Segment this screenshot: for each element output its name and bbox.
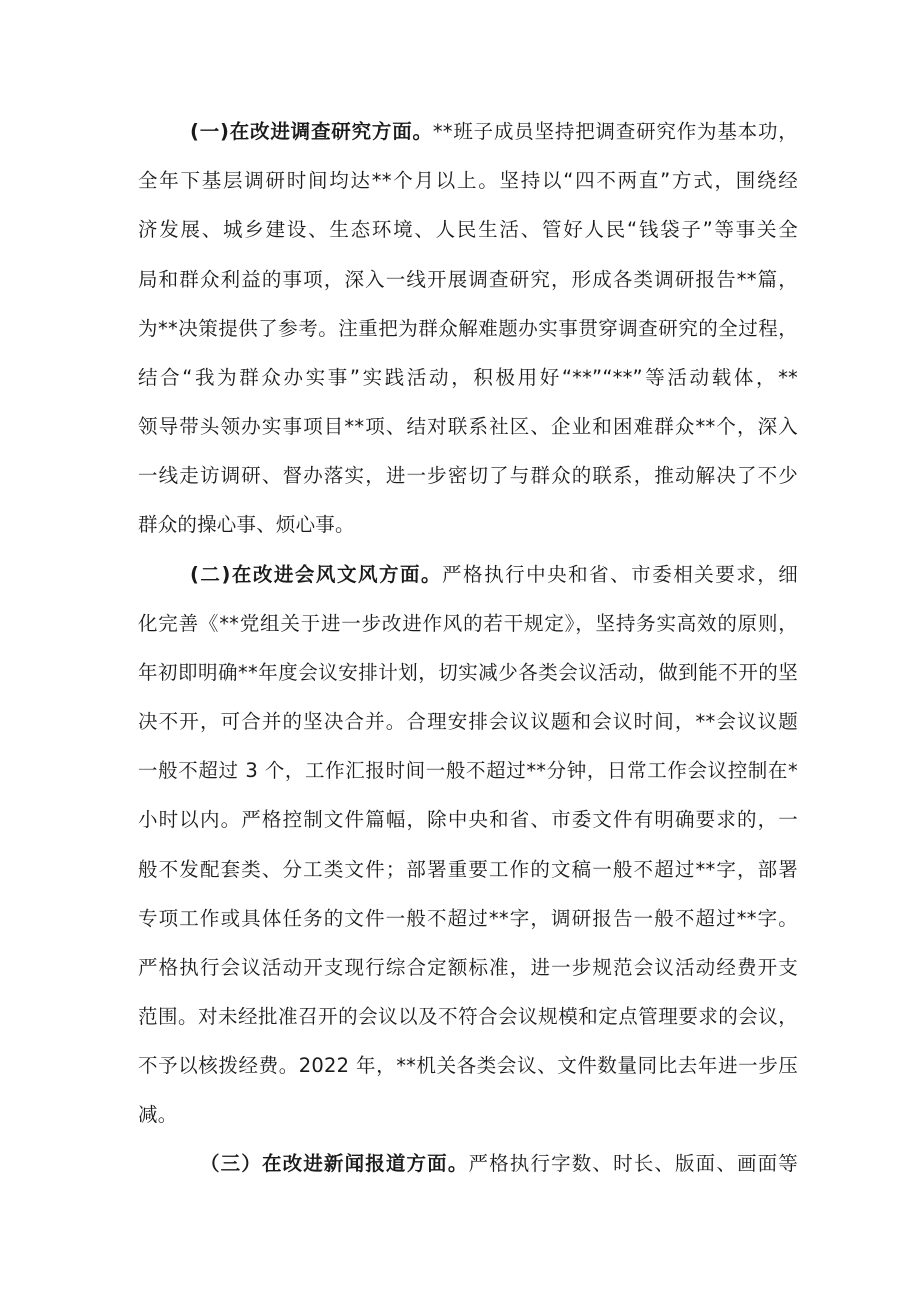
paragraph-2-line-4: 决不开，可合并的坚决合并。合理安排会议议题和会议时间，**会议议题 <box>138 710 798 733</box>
paragraph-2-line-5: 一般不超过 3 个，工作汇报时间一般不超过**分钟，日常工作会议控制在* <box>138 759 798 782</box>
paragraph-2-line-3: 年初即明确**年度会议安排计划，切实减少各类会议活动，做到能不开的坚 <box>138 661 798 684</box>
paragraph-3-text: 严格执行字数、时长、版面、画面等 <box>468 1152 798 1175</box>
paragraph-2-line-6: 小时以内。严格控制文件篇幅，除中央和省、市委文件有明确要求的，一 <box>138 808 798 831</box>
paragraph-1-line-7: 领导带头领办实事项目**项、结对联系社区、企业和困难群众**个，深入 <box>138 415 798 438</box>
paragraph-1-text: **班子成员坚持把调查研究作为基本功， <box>432 120 798 143</box>
paragraph-2-line-7: 般不发配套类、分工类文件；部署重要工作的文稿一般不超过**字，部署 <box>138 858 798 881</box>
paragraph-2-text: 严格执行中央和省、市委相关要求，细 <box>442 563 798 586</box>
paragraph-2-line-1 <box>190 561 798 588</box>
paragraph-3-heading: （三）在改进新闻报道方面。 <box>200 1152 469 1175</box>
paragraph-1-line-2: 全年下基层调研时间均达**个月以上。坚持以“四不两直”方式，围绕经 <box>138 169 798 192</box>
paragraph-2-line-10: 范围。对未经批准召开的会议以及不符合会议规模和定点管理要求的会议， <box>138 1005 798 1028</box>
paragraph-1-line-9: 群众的操心事、烦心事。 <box>138 513 355 536</box>
paragraph-2-line-2: 化完善《**党组关于进一步改进作风的若干规定》，坚持务实高效的原则， <box>138 612 798 635</box>
paragraph-1-line-8: 一线走访调研、督办落实，进一步密切了与群众的联系，推动解决了不少 <box>138 464 798 487</box>
paragraph-2-line-12: 减。 <box>138 1103 178 1126</box>
paragraph-2-heading: (二)在改进会风文风方面。 <box>190 563 443 586</box>
paragraph-1-line-5: 为**决策提供了参考。注重把为群众解难题办实事贯穿调查研究的全过程， <box>138 317 798 340</box>
paragraph-1-line-6: 结合“我为群众办实事”实践活动，积极用好“**”“**”等活动载体，** <box>138 366 798 389</box>
paragraph-1-heading: (一)在改进调查研究方面。 <box>190 120 433 143</box>
paragraph-2-line-8: 专项工作或具体任务的文件一般不超过**字，调研报告一般不超过**字。 <box>138 907 798 930</box>
paragraph-3-line-1 <box>200 1150 798 1177</box>
paragraph-1-line-3: 济发展、城乡建设、生态环境、人民生活、管好人民“钱袋子”等事关全 <box>138 218 798 241</box>
paragraph-1-line-4: 局和群众利益的事项，深入一线开展调查研究，形成各类调研报告**篇， <box>138 268 798 291</box>
paragraph-2-line-9: 严格执行会议活动开支现行综合定额标准，进一步规范会议活动经费开支 <box>138 956 798 979</box>
paragraph-2-line-11: 不予以核拨经费。2022 年，**机关各类会议、文件数量同比去年进一步压 <box>138 1054 798 1077</box>
paragraph-1-line-1 <box>190 118 798 145</box>
